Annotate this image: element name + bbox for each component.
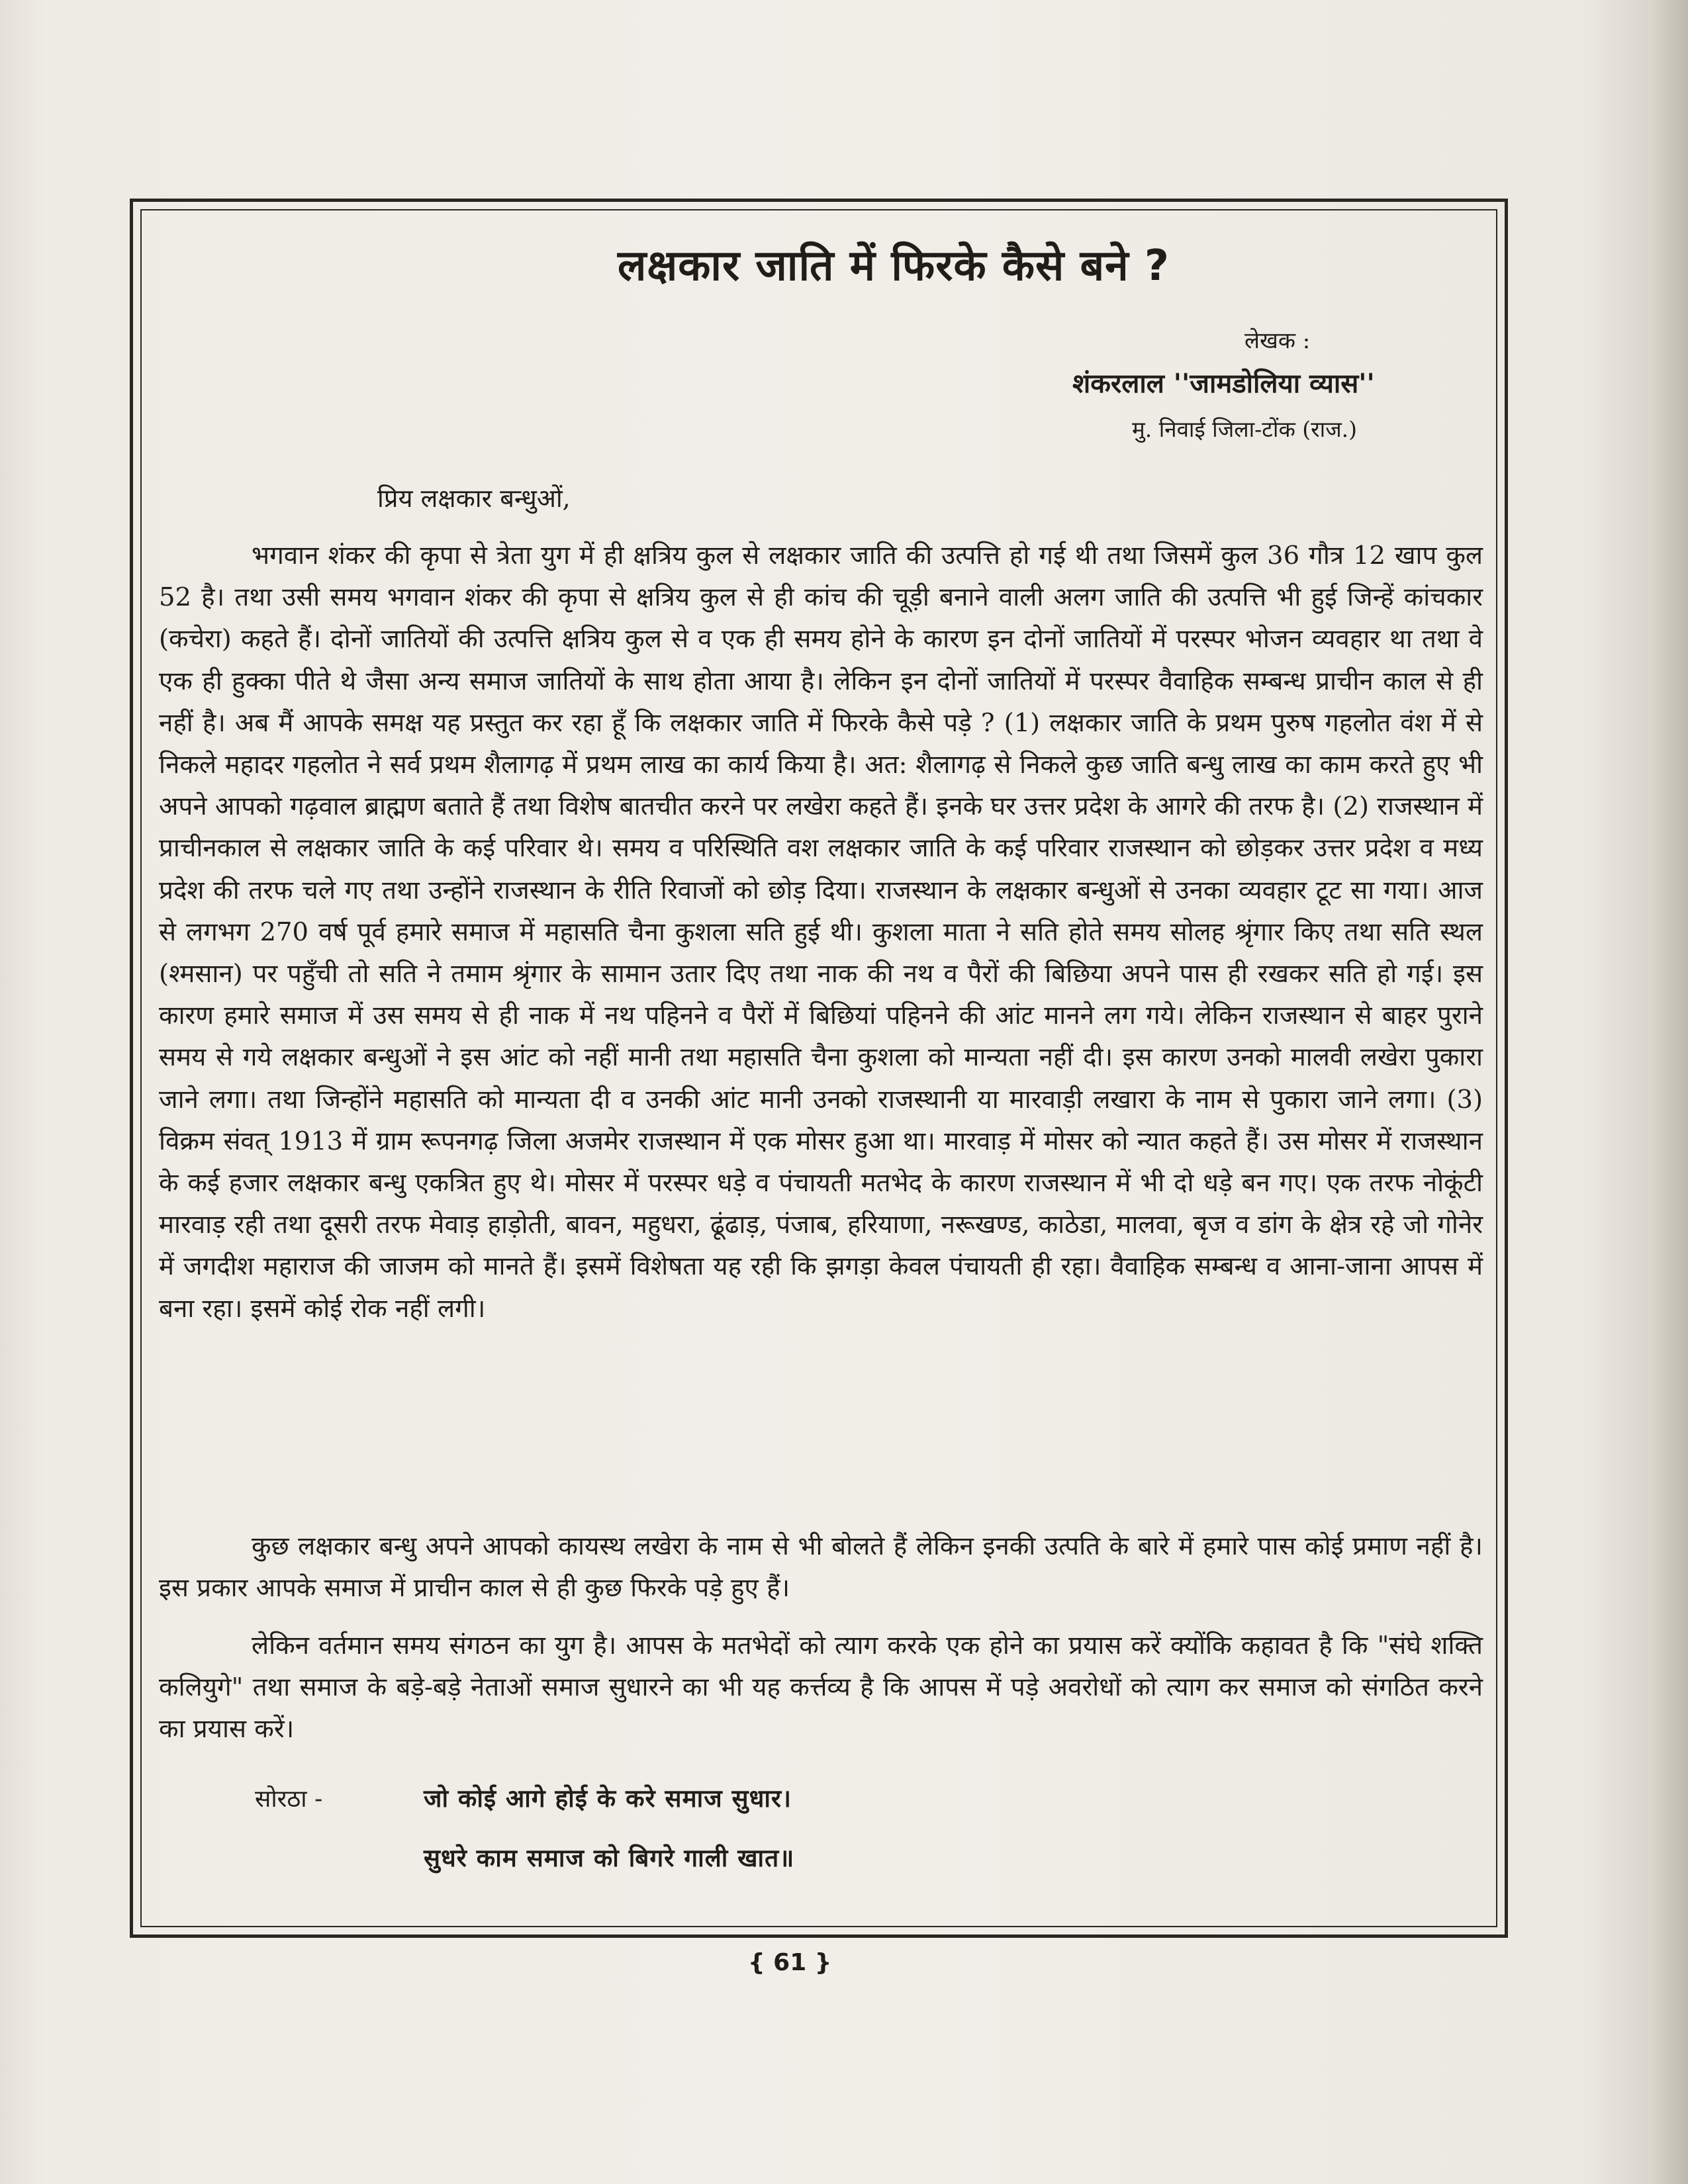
sortha-label: सोरठा - [255, 1786, 323, 1813]
page-number: { 61 } [748, 1949, 832, 1976]
paragraph-2: कुछ लक्षकार बन्धु अपने आपको कायस्थ लखेरा के नाम से भी बोलते हैं लेकिन इनकी उत्पति के बारे में हमारे पास कोई प्रमाण नहीं है। इस प्रकार आपके समाज में प्राचीन काल से ही कुछ फिरके पड़े हुए हैं। [159, 1531, 1483, 1604]
sortha-line-2: सुधरे काम समाज को बिगरे गाली खात॥ [424, 1844, 795, 1872]
author-place: मु. निवाई जिला-टोंक (राज.) [1132, 416, 1358, 442]
salutation: प्रिय लक्षकार बन्धुओं, [377, 484, 571, 513]
paragraph-1: भगवान शंकर की कृपा से त्रेता युग में ही क्षत्रिय कुल से लक्षकार जाति की उत्पत्ति हो गई थी तथा जिसमें कुल 36 गौत्र 12 खाप कुल 52 है। तथा उसी समय भगवान शंकर की कृपा से क्षत्रिय कुल से ही कांच की चूड़ी बनाने वाली अलग जाति की उत्पत्ति भी हुई जिन्हें कांचकार (कचेरा) कहते हैं। दोनों जातियों की उत्पत्ति क्षत्रिय कुल से व एक ही समय होने के कारण इन दोनों जातियों में परस्पर भोजन व्यवहार था तथा वे एक ही हुक्का पीते थे जैसा अन्य समाज जातियों के साथ होता आया है। लेकिन इन दोनों जातियों में परस्पर वैवाहिक सम्बन्ध प्राचीन काल से ही नहीं है। अब मैं आपके समक्ष यह प्रस्तुत कर रहा हूँ कि लक्षकार जाति में फिरके कैसे पड़े ? (1) लक्षकार जाति के प्रथम पुरुष गहलोत वंश में से निकले महादर गहलोत ने सर्व प्रथम शैलागढ़ में प्रथम लाख का कार्य किया है। अत: शैलागढ़ से निकले कुछ जाति बन्धु लाख का काम करते हुए भी अपने आपको गढ़वाल ब्राह्मण बताते हैं तथा विशेष बातचीत करने पर लखेरा कहते हैं। इनके घर उत्तर प्रदेश के आगरे की तरफ है। (2) राजस्थान में प्राचीनकाल से लक्षकार जाति के कई परिवार थे। समय व परिस्थिति वश लक्षकार जाति के कई परिवार राजस्थान को छोड़कर उत्तर प्रदेश व मध्य प्रदेश की तरफ चले गए तथा उन्होंने राजस्थान के रीति रिवाजों को छोड़ दिया। राजस्थान के लक्षकार बन्धुओं से उनका व्यवहार टूट सा गया। आज से लगभग 270 वर्ष पूर्व हमारे समाज में महासति चैना कुशला सति हुई थी। कुशला माता ने सति होते समय सोलह श्रृंगार किए तथा सति स्थल (श्मसान) पर पहुँची तो सति ने तमाम श्रृंगार के सामान उतार दिए तथा नाक की नथ व पैरों की बिछिया अपने पास ही रखकर सति हो गई। इस कारण हमारे समाज में उस समय से ही नाक में नथ पहिनने व पैरों में बिछियां पहिनने की आंट मानने लग गये। लेकिन राजस्थान से बाहर पुराने समय से गये लक्षकार बन्धुओं ने इस आंट को नहीं मानी तथा महासति चैना कुशला को मान्यता नहीं दी। इस कारण उनको मालवी लखेरा पुकारा जाने लगा। तथा जिन्होंने महासति को मान्यता दी व उनकी आंट मानी उनको राजस्थानी या मारवाड़ी लखारा के नाम से पुकारा जाने लगा। (3) विक्रम संवत् 1913 में ग्राम रूपनगढ़ जिला अजमेर राजस्थान में एक मोसर हुआ था। मारवाड़ में मोसर को न्यात कहते हैं। उस मोसर में राजस्थान के कई हजार लक्षकार बन्धु एकत्रित हुए थे। मोसर में परस्पर धड़े व पंचायती मतभेद के कारण राजस्थान में भी दो धड़े बन गए। एक तरफ नोकूंटी मारवाड़ रही तथा दूसरी तरफ मेवाड़ हाड़ोती, बावन, महुधरा, ढूंढाड़, पंजाब, हरियाणा, नरूखण्ड, काठेडा, मालवा, बृज व डांग के क्षेत्र रहे जो गोनेर में जगदीश महाराज की जाजम को मानते हैं। इसमें विशेषता यह रही कि झगड़ा केवल पंचायती ही रहा। वैवाहिक सम्बन्ध व आना-जाना आपस में बना रहा। इसमें कोई रोक नहीं लगी। [159, 541, 1483, 1324]
author-label: लेखक : [1244, 328, 1311, 354]
author-name: शंकरलाल ''जामडोलिया व्यास'' [1072, 369, 1375, 399]
article-title: लक्षकार जाति में फिरके कैसे बने ? [617, 242, 1170, 291]
paragraph-3: लेकिन वर्तमान समय संगठन का युग है। आपस के मतभेदों को त्याग करके एक होने का प्रयास करें क्योंकि कहावत है कि "संघे शक्ति कलियुगे" तथा समाज के बड़े-बड़े नेताओं समाज सुधारने का भी यह कर्त्तव्य है कि आपस में पड़े अवरोधों को त्याग कर समाज को संगठित करने का प्रयास करें। [159, 1631, 1483, 1745]
page-edge-shadow [1648, 0, 1688, 2184]
sortha-line-1: जो कोई आगे होई के करे समाज सुधार। [424, 1784, 792, 1813]
